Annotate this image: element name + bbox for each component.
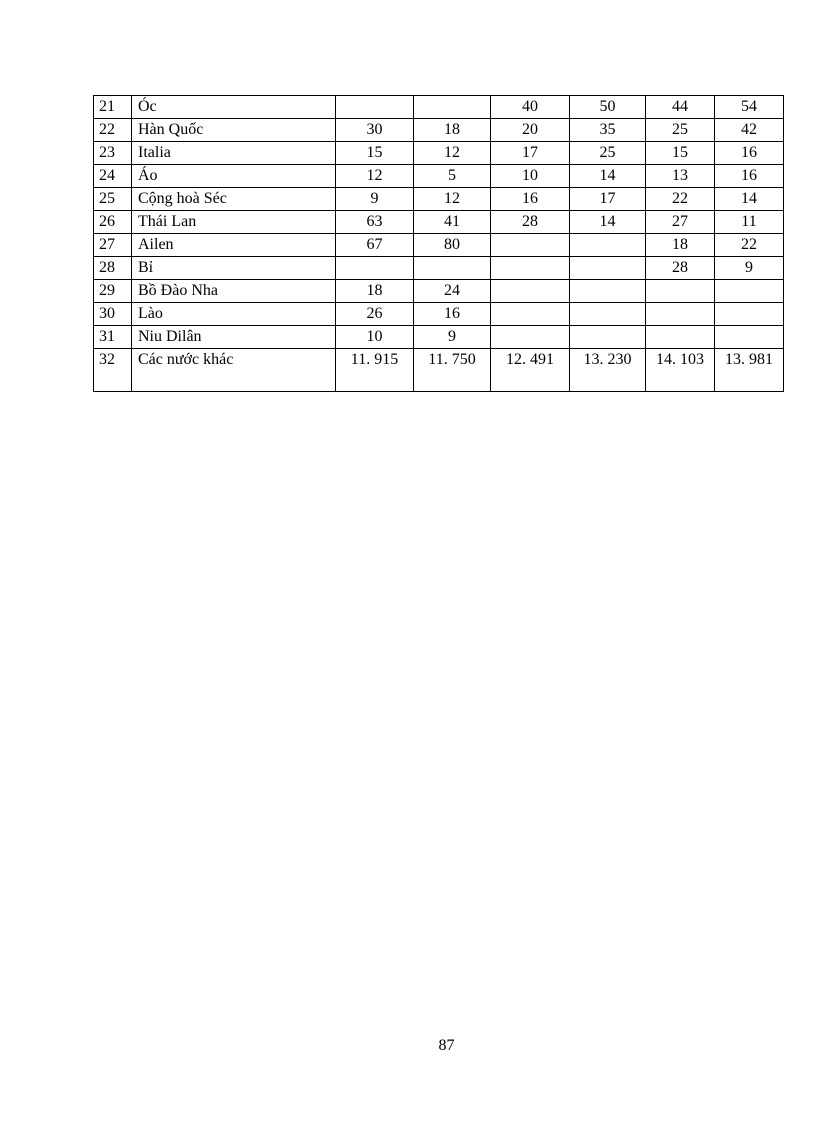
value-cell: [570, 326, 646, 349]
value-cell: 35: [570, 119, 646, 142]
table-row: [94, 303, 784, 326]
country-name-cell: Hàn Quốc: [132, 119, 336, 142]
value-cell: 80: [414, 234, 491, 257]
value-cell: 28: [646, 257, 715, 280]
table-row: [94, 326, 784, 349]
value-cell: 26: [336, 303, 414, 326]
value-cell: [570, 234, 646, 257]
table-row: [94, 142, 784, 165]
value-cell: 25: [570, 142, 646, 165]
country-name-cell: Italia: [132, 142, 336, 165]
value-cell: 18: [414, 119, 491, 142]
table-row: [94, 188, 784, 211]
value-cell: 22: [715, 234, 784, 257]
value-cell: 10: [336, 326, 414, 349]
table-row: [94, 280, 784, 303]
value-cell: 16: [491, 188, 570, 211]
value-cell: 63: [336, 211, 414, 234]
table-row: [94, 96, 784, 119]
value-cell: 11. 915: [336, 349, 414, 392]
table-row: [94, 119, 784, 142]
value-cell: 20: [491, 119, 570, 142]
value-cell: [646, 303, 715, 326]
row-number-cell: 30: [94, 303, 132, 326]
value-cell: 18: [646, 234, 715, 257]
country-name-cell: Cộng hoà Séc: [132, 188, 336, 211]
value-cell: 10: [491, 165, 570, 188]
value-cell: 15: [336, 142, 414, 165]
value-cell: 11. 750: [414, 349, 491, 392]
value-cell: 67: [336, 234, 414, 257]
country-name-cell: Ailen: [132, 234, 336, 257]
value-cell: 24: [414, 280, 491, 303]
value-cell: 18: [336, 280, 414, 303]
value-cell: [491, 326, 570, 349]
country-name-cell: Thái Lan: [132, 211, 336, 234]
row-number-cell: 26: [94, 211, 132, 234]
country-name-cell: Bồ Đào Nha: [132, 280, 336, 303]
value-cell: 14: [570, 165, 646, 188]
row-number-cell: 23: [94, 142, 132, 165]
country-name-cell: Óc: [132, 96, 336, 119]
value-cell: 16: [414, 303, 491, 326]
table-row: [94, 257, 784, 280]
value-cell: [715, 303, 784, 326]
value-cell: [570, 257, 646, 280]
value-cell: 41: [414, 211, 491, 234]
value-cell: 17: [570, 188, 646, 211]
value-cell: 5: [414, 165, 491, 188]
value-cell: [414, 257, 491, 280]
value-cell: 14: [715, 188, 784, 211]
value-cell: 12: [336, 165, 414, 188]
value-cell: 40: [491, 96, 570, 119]
country-name-cell: Lào: [132, 303, 336, 326]
value-cell: 54: [715, 96, 784, 119]
table-row: [94, 234, 784, 257]
value-cell: 9: [414, 326, 491, 349]
value-cell: 42: [715, 119, 784, 142]
value-cell: [570, 280, 646, 303]
value-cell: 27: [646, 211, 715, 234]
value-cell: 13: [646, 165, 715, 188]
value-cell: [491, 280, 570, 303]
table-row: [94, 211, 784, 234]
value-cell: [715, 280, 784, 303]
value-cell: 12. 491: [491, 349, 570, 392]
table-row: [94, 165, 784, 188]
value-cell: [570, 303, 646, 326]
value-cell: 25: [646, 119, 715, 142]
country-name-cell: Các nước khác: [132, 349, 336, 392]
value-cell: [491, 303, 570, 326]
row-number-cell: 21: [94, 96, 132, 119]
row-number-cell: 29: [94, 280, 132, 303]
value-cell: [414, 96, 491, 119]
value-cell: 22: [646, 188, 715, 211]
value-cell: [491, 234, 570, 257]
value-cell: 14: [570, 211, 646, 234]
value-cell: 9: [715, 257, 784, 280]
value-cell: 44: [646, 96, 715, 119]
value-cell: 9: [336, 188, 414, 211]
value-cell: [336, 96, 414, 119]
value-cell: 12: [414, 188, 491, 211]
country-name-cell: Niu Dilân: [132, 326, 336, 349]
row-number-cell: 32: [94, 349, 132, 392]
country-name-cell: Áo: [132, 165, 336, 188]
table-body: [94, 96, 784, 392]
row-number-cell: 27: [94, 234, 132, 257]
value-cell: [491, 257, 570, 280]
row-number-cell: 28: [94, 257, 132, 280]
value-cell: 28: [491, 211, 570, 234]
country-name-cell: Bỉ: [132, 257, 336, 280]
value-cell: [646, 280, 715, 303]
value-cell: [715, 326, 784, 349]
table-row: [94, 349, 784, 392]
row-number-cell: 24: [94, 165, 132, 188]
row-number-cell: 25: [94, 188, 132, 211]
value-cell: 30: [336, 119, 414, 142]
row-number-cell: 22: [94, 119, 132, 142]
value-cell: [336, 257, 414, 280]
value-cell: 15: [646, 142, 715, 165]
value-cell: [646, 326, 715, 349]
value-cell: 12: [414, 142, 491, 165]
value-cell: 13. 981: [715, 349, 784, 392]
value-cell: 50: [570, 96, 646, 119]
value-cell: 13. 230: [570, 349, 646, 392]
data-table: [93, 95, 784, 392]
value-cell: 16: [715, 142, 784, 165]
page-number: 87: [438, 1037, 455, 1054]
value-cell: 14. 103: [646, 349, 715, 392]
value-cell: 11: [715, 211, 784, 234]
value-cell: 16: [715, 165, 784, 188]
value-cell: 17: [491, 142, 570, 165]
row-number-cell: 31: [94, 326, 132, 349]
